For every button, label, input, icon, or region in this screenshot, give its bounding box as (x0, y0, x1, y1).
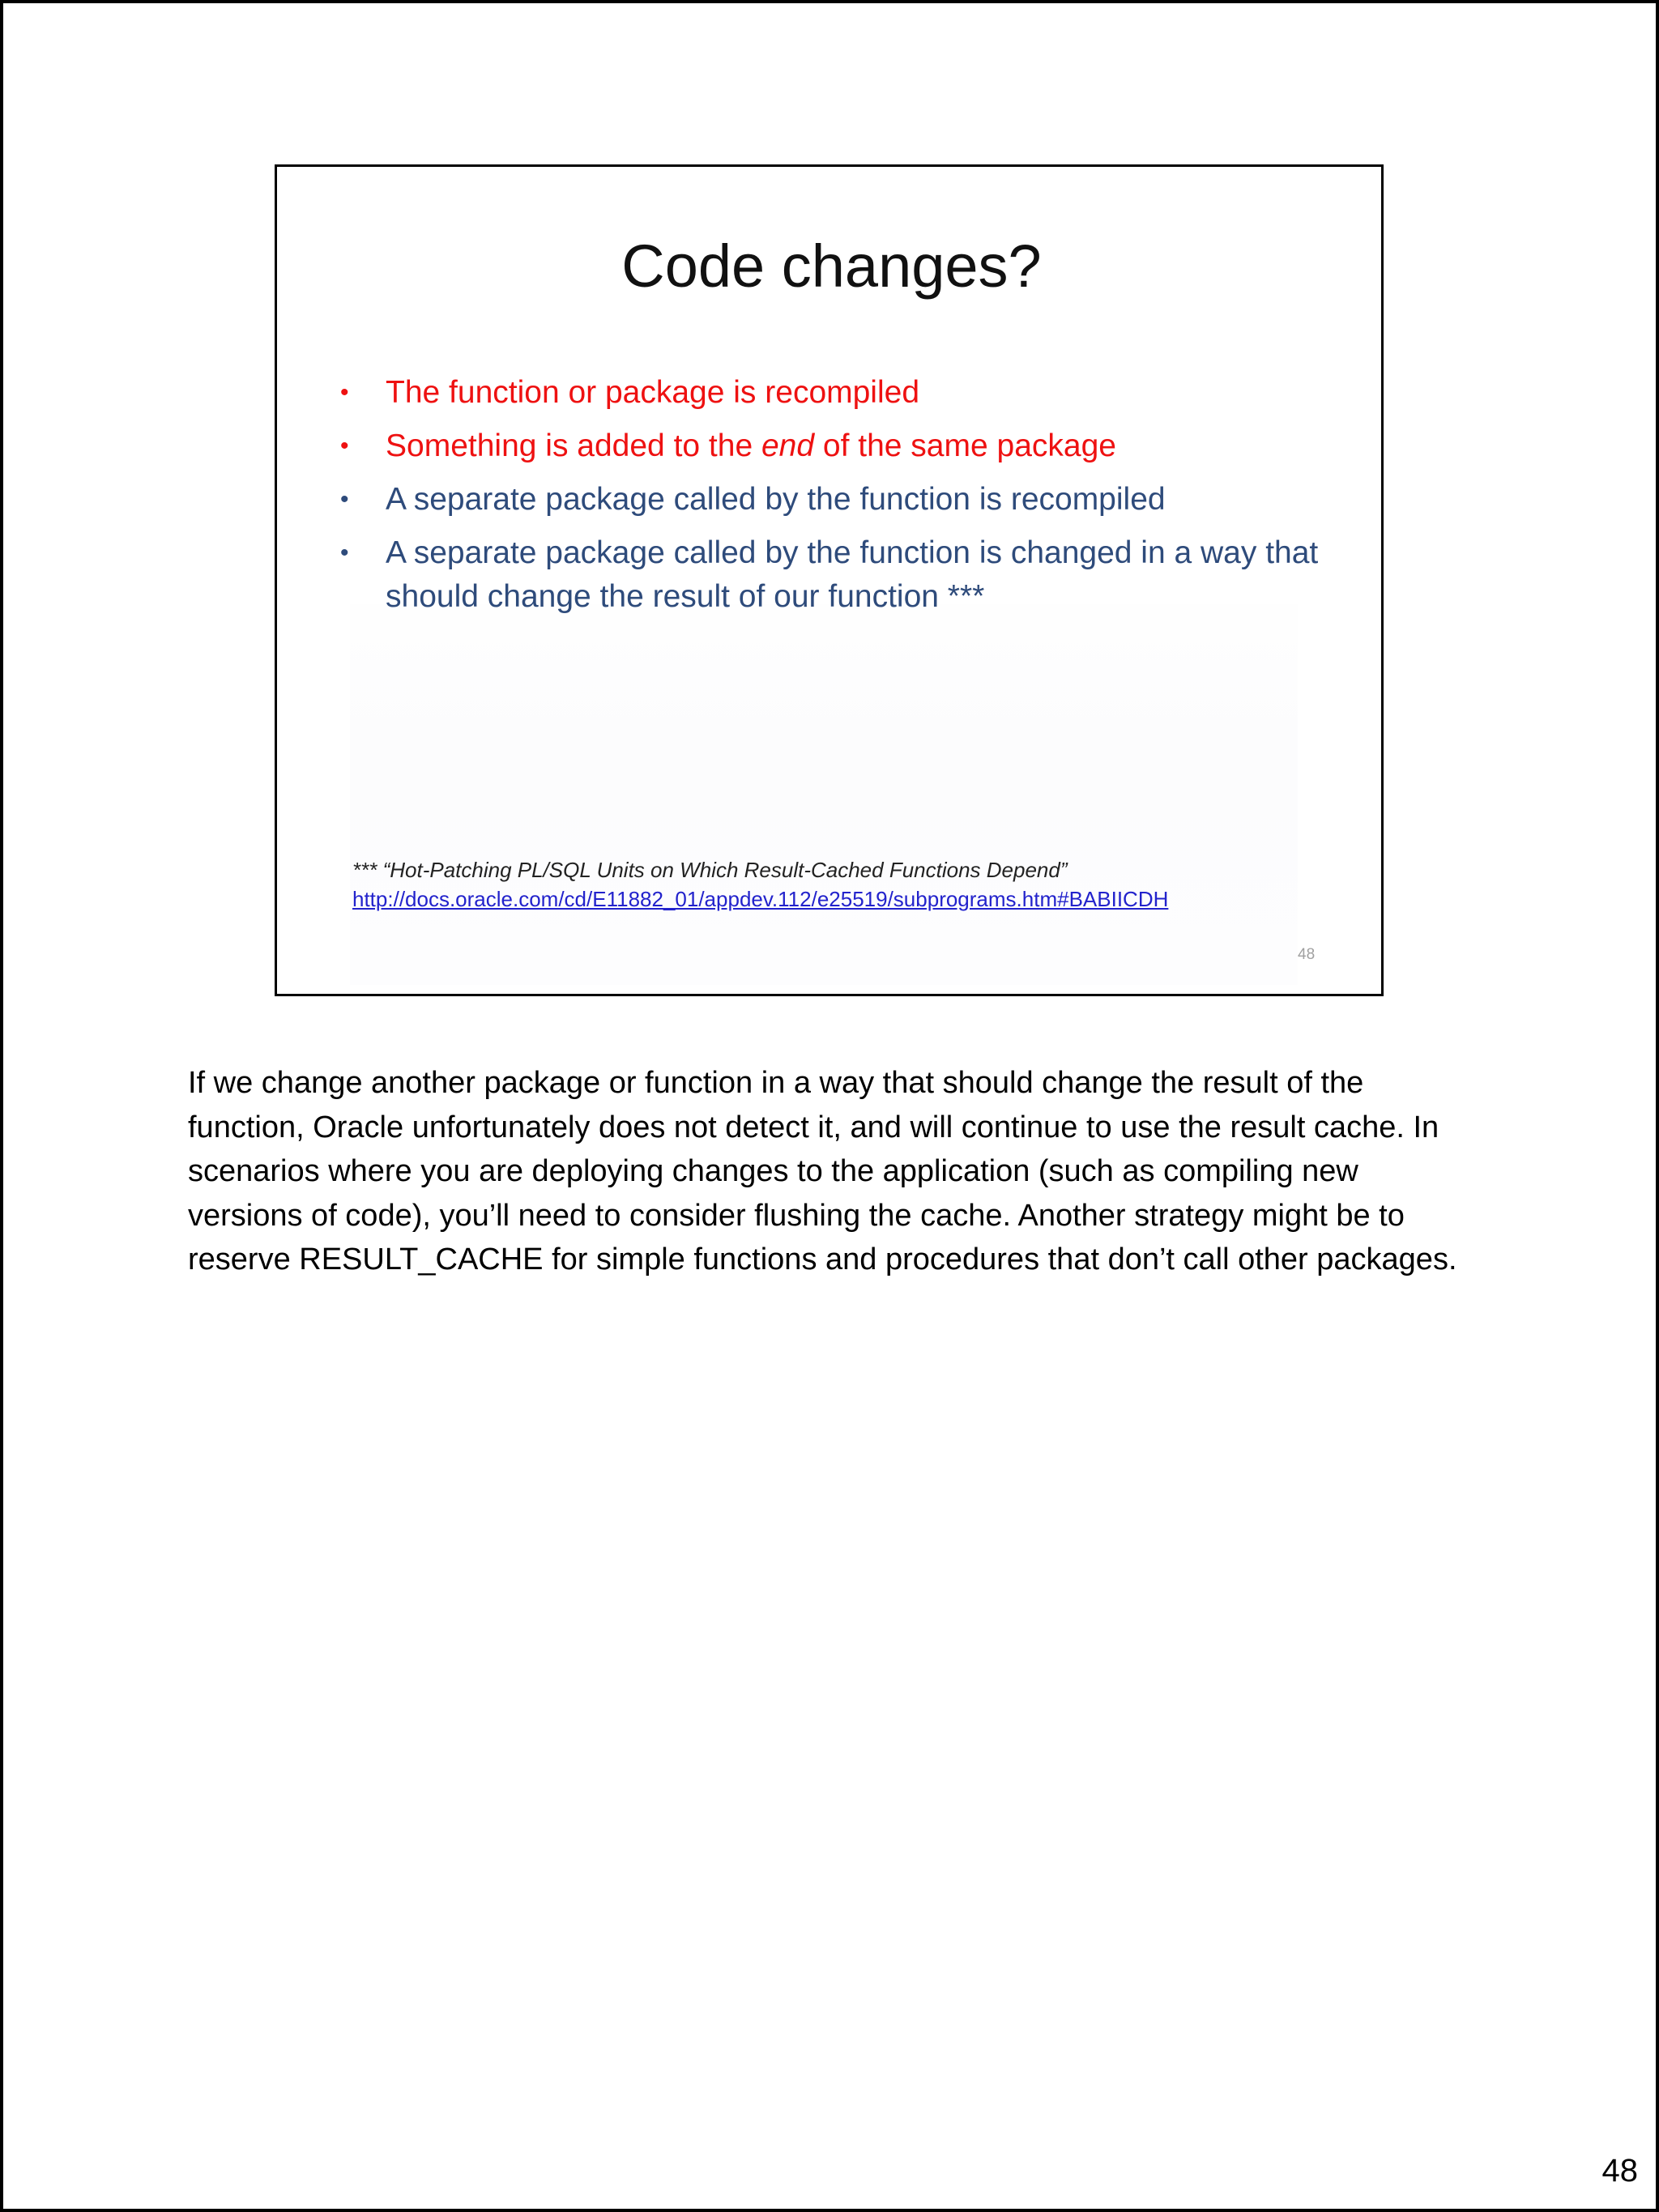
bullet-text: A separate package called by the function is recompiled (386, 482, 1166, 517)
slide-number: 48 (1298, 946, 1316, 963)
speaker-notes: If we change another package or function in a way that should change the result of the function, Oracle unfortunately does not detect it, and will continue to use the result cache. In scenarios where you are deploying changes to the application (such as compiling new versions of code), you’ll need to consider flushing the cache. Another strategy might be to reserve RESULT_CACHE for simple functions and procedures that don’t call other packages. (188, 1066, 1457, 1276)
bullet-list (277, 371, 1386, 629)
bullet-text: Something is added to the (386, 428, 761, 463)
slide-footnote: *** “Hot-Patching PL/SQL Units on Which Result-Cached Functions Depend” (352, 858, 1068, 882)
bullet-icon: • (340, 433, 349, 459)
bullet-text-after: of the same package (814, 428, 1116, 463)
bullet-item (277, 424, 1386, 468)
page-number: 48 (1601, 2153, 1638, 2189)
bullet-item (277, 371, 1386, 415)
bullet-text: The function or package is recompiled (386, 375, 920, 410)
slide-title: Code changes? (621, 232, 1042, 300)
bullet-icon: • (340, 539, 349, 566)
bullet-icon: • (340, 379, 349, 406)
reference-link[interactable]: http://docs.oracle.com/cd/E11882_01/appdev.112/e25519/subprograms.htm#BABIICDH (352, 887, 1169, 911)
bullet-emphasis: end (761, 428, 815, 463)
bullet-icon: • (340, 486, 349, 513)
slide-background-panel (350, 604, 1298, 985)
bullet-item (277, 531, 1386, 619)
bullet-item (277, 478, 1386, 522)
slide-thumbnail (275, 164, 1384, 996)
bullet-text: A separate package called by the function is changed in a way that should change the result of our function *** (386, 535, 1319, 614)
